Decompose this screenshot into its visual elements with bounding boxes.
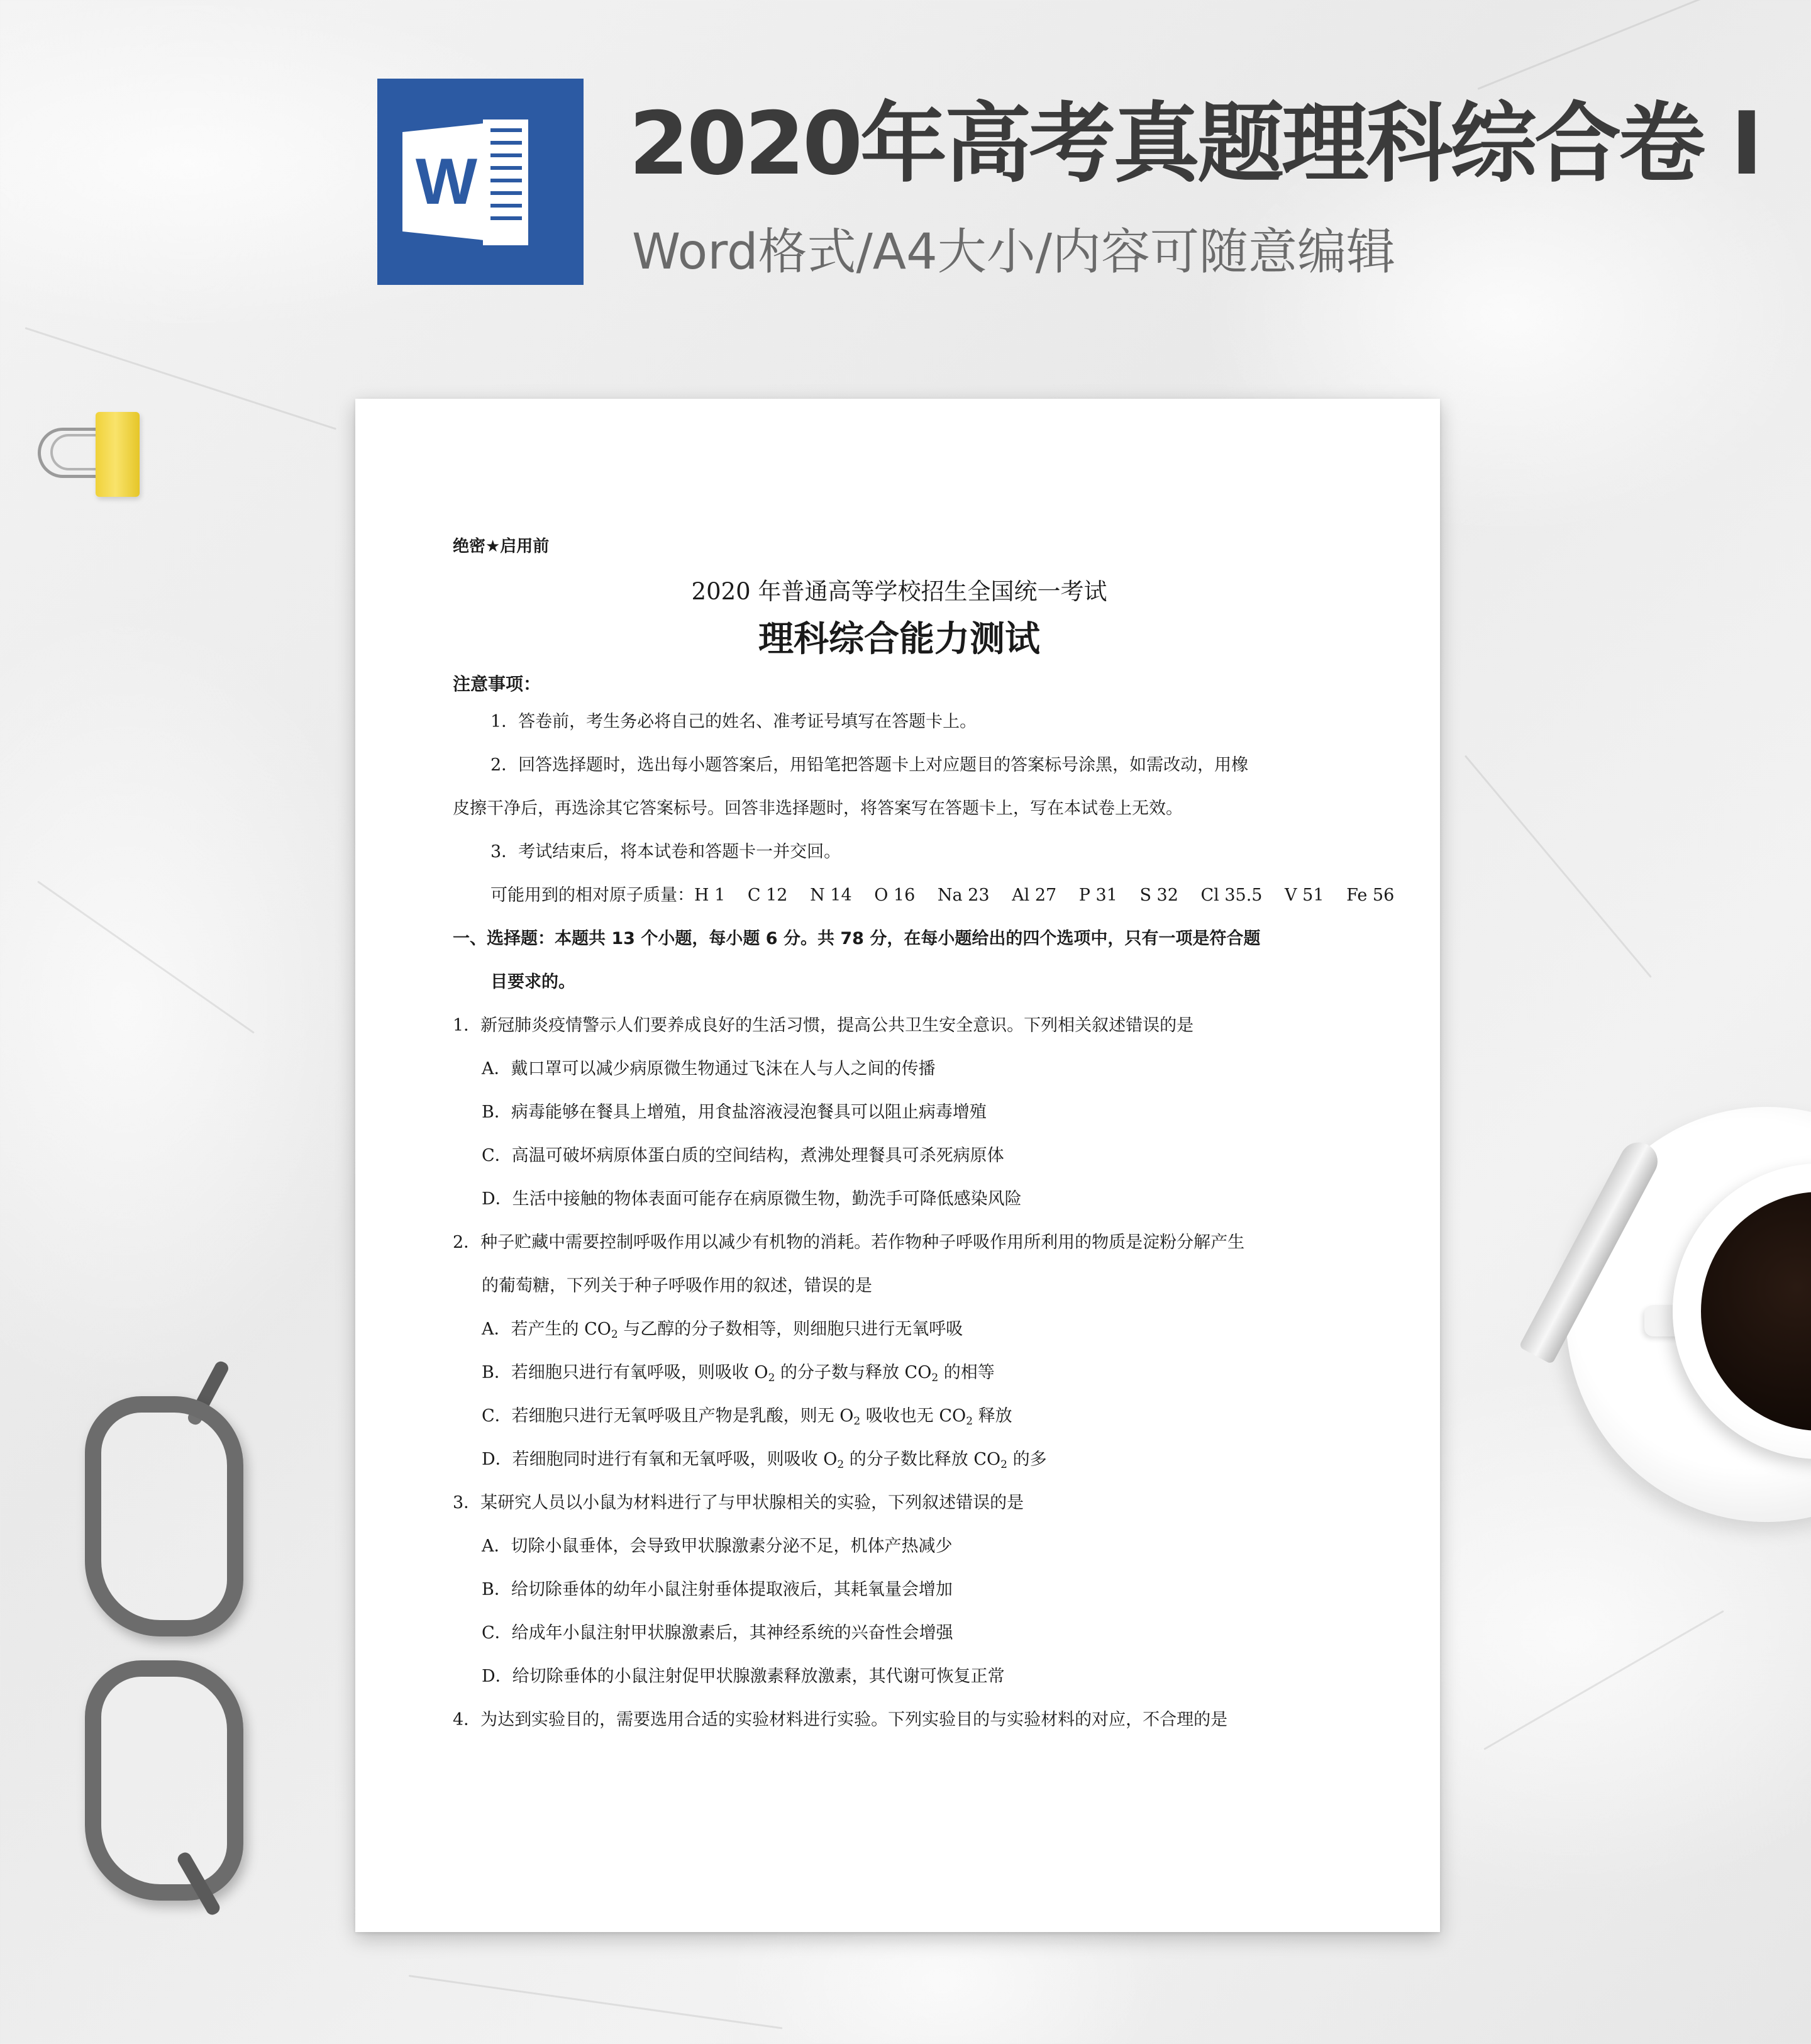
exam-title: 2020 年普通高等学校招生全国统一考试 xyxy=(691,578,1107,605)
section-heading-cont: 目要求的。 xyxy=(490,972,575,992)
notice-item: 皮擦干净后，再选涂其它答案标号。回答非选择题时，将答案写在答题卡上，写在本试卷上无效。 xyxy=(453,799,1183,818)
question-stem: 2．种子贮藏中需要控制呼吸作用以减少有机物的消耗。若作物种子呼吸作用所利用的物质是淀粉分解产生 xyxy=(453,1233,1245,1252)
marble-vein xyxy=(409,1975,783,2029)
marble-vein xyxy=(1465,755,1652,978)
marble-vein xyxy=(1477,0,1758,90)
question-option: B．给切除垂体的幼年小鼠注射垂体提取液后，其耗氧量会增加 xyxy=(482,1580,953,1599)
question-stem: 1．新冠肺炎疫情警示人们要养成良好的生活习惯，提高公共卫生安全意识。下列相关叙述错误的是 xyxy=(453,1016,1194,1035)
notice-heading: 注意事项： xyxy=(453,674,541,694)
word-logo-letter: W xyxy=(415,145,478,218)
document-page xyxy=(355,399,1440,1932)
eyeglasses-icon xyxy=(72,1358,236,1912)
word-logo-icon xyxy=(377,79,584,285)
notice-item: 1．答卷前，考生务必将自己的姓名、准考证号填写在答题卡上。 xyxy=(490,712,977,731)
question-stem: 3．某研究人员以小鼠为材料进行了与甲状腺相关的实验，下列叙述错误的是 xyxy=(453,1493,1024,1513)
atomic-mass-line: 可能用到的相对原子质量：H 1 C 12 N 14 O 16 Na 23 Al 27 P 31 S 32 Cl 35.5 V 51 Fe 56 xyxy=(490,886,1395,905)
question-option: D．若细胞同时进行有氧和无氧呼吸，则吸收 $O_2$ 的分子数比释放 $CO_2$ 的多 xyxy=(482,1450,1047,1471)
question-option: A．切除小鼠垂体，会导致甲状腺激素分泌不足，机体产热减少 xyxy=(482,1536,953,1556)
page-title: 2020年高考真题理科综合卷 I xyxy=(629,93,1761,194)
section-heading: 一、选择题：本题共 13 个小题，每小题 6 分。共 78 分，在每小题给出的四个选项中，只有一项是符合题 xyxy=(453,929,1261,948)
question-option: D．生活中接触的物体表面可能存在病原微生物，勤洗手可降低感染风险 xyxy=(482,1189,1022,1209)
marble-vein xyxy=(25,327,336,430)
page-subtitle: Word格式/A4大小/内容可随意编辑 xyxy=(632,224,1396,280)
question-option: C．高温可破坏病原体蛋白质的空间结构，煮沸处理餐具可杀死病原体 xyxy=(482,1146,1004,1165)
binder-clip-icon xyxy=(96,412,140,497)
question-option: C．给成年小鼠注射甲状腺激素后，其神经系统的兴奋性会增强 xyxy=(482,1623,953,1643)
question-option: B．若细胞只进行有氧呼吸，则吸收 $O_2$ 的分子数与释放 $CO_2$ 的相等 xyxy=(482,1363,995,1384)
marble-vein xyxy=(37,880,255,1033)
question-option: B．病毒能够在餐具上增殖，用食盐溶液浸泡餐具可以阻止病毒增殖 xyxy=(482,1103,987,1122)
notice-item: 3．考试结束后，将本试卷和答题卡一并交回。 xyxy=(490,842,841,862)
question-option: A．若产生的 $CO_2$ 与乙醇的分子数相等，则细胞只进行无氧呼吸 xyxy=(482,1319,963,1341)
subject-title: 理科综合能力测试 xyxy=(758,619,1040,660)
question-option: C．若细胞只进行无氧呼吸且产物是乳酸，则无 $O_2$ 吸收也无 $CO_2$ 释放 xyxy=(482,1406,1012,1428)
notice-item: 2．回答选择题时，选出每小题答案后，用铅笔把答题卡上对应题目的答案标号涂黑，如需改动，用橡 xyxy=(490,755,1249,775)
question-option: D．给切除垂体的小鼠注射促甲状腺激素释放激素，其代谢可恢复正常 xyxy=(482,1667,1005,1686)
question-stem: 4．为达到实验目的，需要选用合适的实验材料进行实验。下列实验目的与实验材料的对应，不合理的是 xyxy=(453,1710,1228,1730)
secret-label: 绝密★启用前 xyxy=(453,537,550,556)
eyeglasses-lens-top xyxy=(85,1396,243,1636)
question-option: A．戴口罩可以减少病原微生物通过飞沫在人与人之间的传播 xyxy=(482,1059,936,1079)
marble-vein xyxy=(1483,1610,1724,1750)
eyeglasses-lens-bottom xyxy=(85,1660,243,1901)
question-stem-cont: 的葡萄糖，下列关于种子呼吸作用的叙述，错误的是 xyxy=(482,1276,872,1296)
document-content xyxy=(453,534,1395,1741)
